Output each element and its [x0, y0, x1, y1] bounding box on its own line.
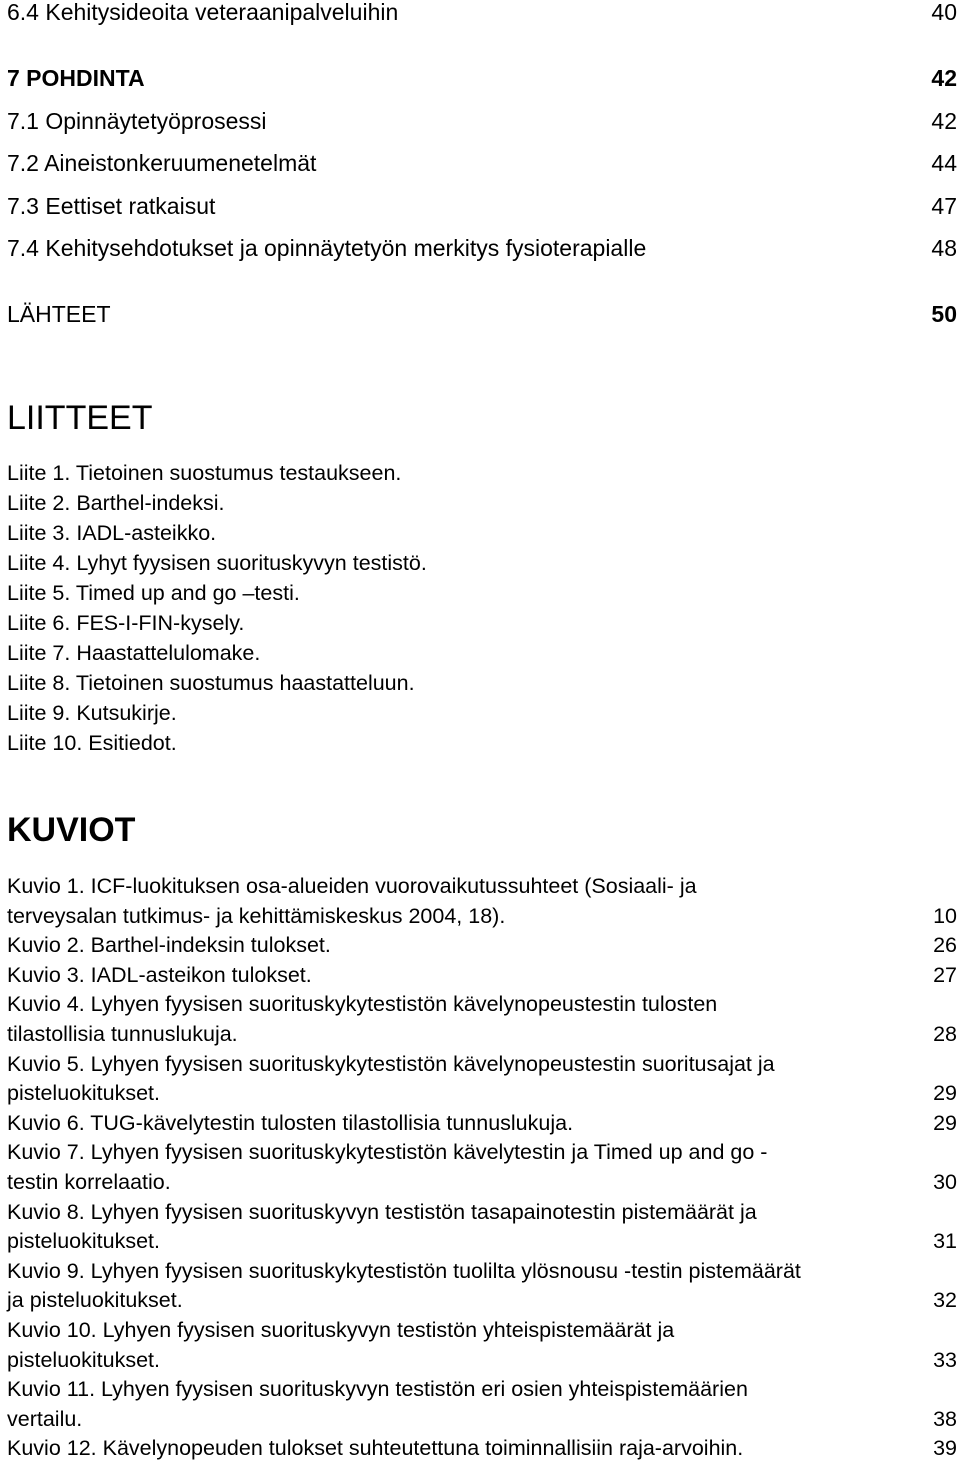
appendix-item: Liite 9. Kutsukirje. — [7, 701, 177, 725]
figure-entry-text: Kuvio 5. Lyhyen fyysisen suorituskykytestistön kävelynopeustestin suoritusajat ja — [7, 1051, 775, 1076]
toc-entry-label: LÄHTEET — [7, 301, 111, 327]
figure-entry-text: ja pisteluokitukset. — [7, 1288, 183, 1313]
toc-entry-page: 50 — [931, 301, 957, 327]
figure-list — [7, 872, 957, 1464]
figure-entry-text: Kuvio 11. Lyhyen fyysisen suorituskyvyn testistön eri osien yhteispistemäärien — [7, 1377, 748, 1402]
appendix-item: Liite 5. Timed up and go –testi. — [7, 581, 300, 605]
figure-entry-text: Kuvio 9. Lyhyen fyysisen suorituskykytestistön tuolilta ylösnousu -testin pistemäärät — [7, 1258, 801, 1283]
toc-entry-label: 6.4 Kehitysideoita veteraanipalveluihin — [7, 0, 399, 25]
figure-entry-text: vertailu. — [7, 1406, 83, 1431]
figure-entry-text: Kuvio 10. Lyhyen fyysisen suorituskyvyn testistön yhteispistemäärät ja — [7, 1317, 675, 1342]
figure-entry-line[interactable] — [7, 1434, 957, 1464]
figure-entry-page: 27 — [933, 962, 957, 987]
figure-entry-line[interactable] — [7, 1138, 957, 1168]
figure-entry-line[interactable] — [7, 1257, 957, 1287]
figure-entry-line[interactable] — [7, 1405, 957, 1435]
figure-entry-text: Kuvio 12. Kävelynopeuden tulokset suhteutettuna toiminnallisiin raja-arvoihin. — [7, 1436, 744, 1461]
figure-entry-page: 10 — [933, 903, 957, 928]
figure-entry-page: 38 — [933, 1406, 957, 1431]
figure-entry-line[interactable] — [7, 1168, 957, 1198]
figure-entry-text: Kuvio 8. Lyhyen fyysisen suorituskyvyn testistön tasapainotestin pistemäärät ja — [7, 1199, 757, 1224]
toc-entry-page: 40 — [931, 0, 957, 25]
figure-entry-line[interactable] — [7, 1020, 957, 1050]
figure-entry-page: 29 — [933, 1081, 957, 1106]
figure-entry-text: Kuvio 3. IADL-asteikon tulokset. — [7, 962, 312, 987]
toc-entry-page: 44 — [931, 150, 957, 176]
figure-entry-page: 33 — [933, 1347, 957, 1372]
figure-entry-line[interactable] — [7, 1227, 957, 1257]
toc-entry-label: 7.1 Opinnäytetyöprosessi — [7, 108, 267, 134]
figure-entry-line[interactable] — [7, 1375, 957, 1405]
figure-entry-page: 30 — [933, 1169, 957, 1194]
figure-entry-line[interactable] — [7, 961, 957, 991]
toc-entry-label: 7.3 Eettiset ratkaisut — [7, 193, 216, 219]
appendix-item: Liite 7. Haastattelulomake. — [7, 641, 261, 665]
toc-entry-page: 47 — [931, 193, 957, 219]
figure-entry-text: Kuvio 7. Lyhyen fyysisen suorituskykytestistön kävelytestin ja Timed up and go - — [7, 1140, 768, 1165]
figure-entry-page: 28 — [933, 1021, 957, 1046]
figure-entry-line[interactable] — [7, 1109, 957, 1139]
appendix-item: Liite 10. Esitiedot. — [7, 731, 177, 755]
toc-entry-page: 48 — [931, 235, 957, 261]
figure-entry-text: Kuvio 4. Lyhyen fyysisen suorituskykytestistön kävelynopeustestin tulosten — [7, 992, 718, 1017]
toc-entry-label: 7.4 Kehitysehdotukset ja opinnäytetyön merkitys fysioterapialle — [7, 235, 647, 261]
toc-entry-page: 42 — [931, 65, 957, 91]
figure-entry-page: 32 — [933, 1288, 957, 1313]
figure-entry-line[interactable] — [7, 1198, 957, 1228]
appendix-item: Liite 2. Barthel-indeksi. — [7, 491, 225, 515]
figure-entry-text: Kuvio 2. Barthel-indeksin tulokset. — [7, 933, 331, 958]
appendix-item: Liite 4. Lyhyt fyysisen suorituskyvyn testistö. — [7, 551, 427, 575]
appendix-item: Liite 8. Tietoinen suostumus haastatteluun. — [7, 671, 415, 695]
toc-entry-label: 7.2 Aineistonkeruumenetelmät — [7, 150, 317, 176]
figure-entry-page: 31 — [933, 1229, 957, 1254]
figure-entry-text: terveysalan tutkimus- ja kehittämiskeskus 2004, 18). — [7, 903, 506, 928]
appendix-item: Liite 3. IADL-asteikko. — [7, 521, 217, 545]
figure-entry-text: testin korrelaatio. — [7, 1169, 171, 1194]
figure-entry-page: 26 — [933, 933, 957, 958]
toc-entry-label: 7 POHDINTA — [7, 65, 145, 91]
appendix-item: Liite 6. FES-I-FIN-kysely. — [7, 611, 245, 635]
appendices-heading: LIITTEET — [7, 399, 153, 437]
figure-entry-page: 29 — [933, 1110, 957, 1135]
figure-entry-line[interactable] — [7, 1286, 957, 1316]
figure-entry-line[interactable] — [7, 931, 957, 961]
appendix-item: Liite 1. Tietoinen suostumus testaukseen. — [7, 461, 402, 485]
figure-entry-text: Kuvio 6. TUG-kävelytestin tulosten tilastollisia tunnuslukuja. — [7, 1110, 574, 1135]
figure-entry-line[interactable] — [7, 1316, 957, 1346]
figure-entry-text: pisteluokitukset. — [7, 1081, 160, 1106]
figure-entry-line[interactable] — [7, 1346, 957, 1376]
figure-entry-text: tilastollisia tunnuslukuja. — [7, 1021, 238, 1046]
figure-entry-page: 39 — [933, 1436, 957, 1461]
figure-entry-line[interactable] — [7, 1079, 957, 1109]
figures-heading: KUVIOT — [7, 811, 136, 849]
figure-entry-line[interactable] — [7, 902, 957, 932]
figure-entry-text: pisteluokitukset. — [7, 1347, 160, 1372]
figure-entry-line[interactable] — [7, 872, 957, 902]
figure-entry-line[interactable] — [7, 1050, 957, 1080]
figure-entry-line[interactable] — [7, 990, 957, 1020]
toc-entry-page: 42 — [931, 108, 957, 134]
figure-entry-text: Kuvio 1. ICF-luokituksen osa-alueiden vuorovaikutussuhteet (Sosiaali- ja — [7, 874, 697, 898]
figure-entry-text: pisteluokitukset. — [7, 1229, 160, 1254]
